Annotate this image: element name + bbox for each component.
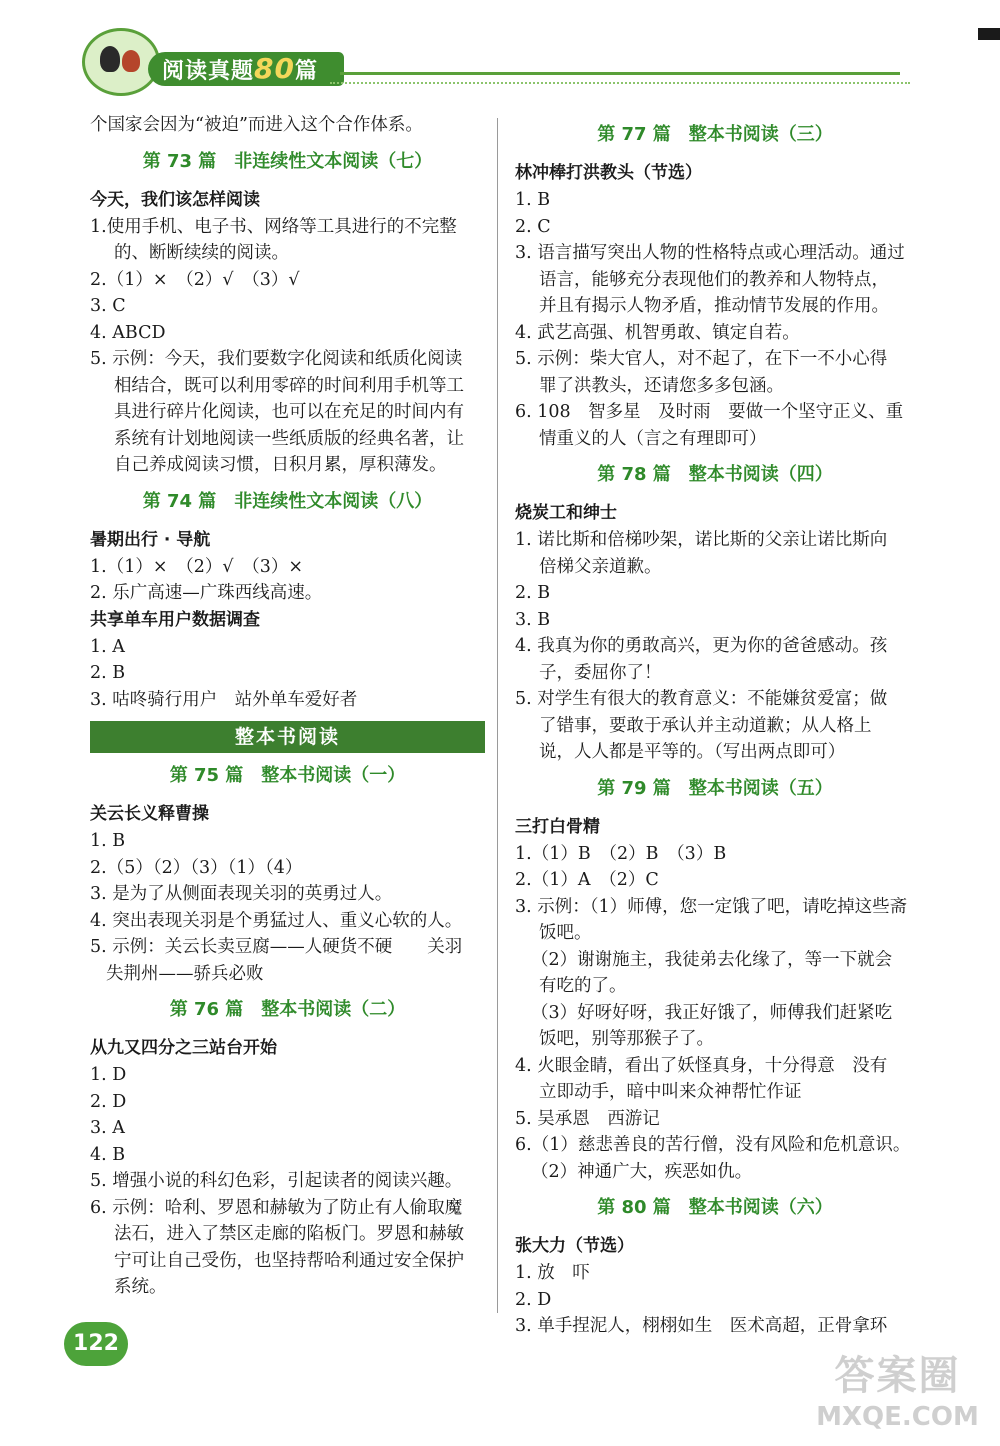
passage-title: 今天，我们该怎样阅读 xyxy=(90,189,260,210)
answer-line: 6.（1）慈悲善良的苦行僧，没有风险和危机意识。 xyxy=(515,1135,911,1155)
answer-line-continued: 饭吧。 xyxy=(539,923,592,943)
answer-line-continued: 子，委屈你了！ xyxy=(539,662,662,683)
answer-line-continued: 宁可让自己受伤，也坚持帮哈利通过安全保护 xyxy=(114,1250,464,1271)
answer-line: 3. 是为了从侧面表现关羽的英勇过人。 xyxy=(90,884,393,904)
answer-line: 2.（1）× （2）√ （3）√ xyxy=(90,269,300,290)
answer-line: 3. 单手捏泥人，栩栩如生 医术高超，正骨拿环 xyxy=(515,1316,888,1336)
answer-line-continued: 立即动手，暗中叫来众神帮忙作证 xyxy=(539,1082,802,1102)
answer-line: 3. 示例：（1）师傅，您一定饿了吧，请吃掉这些斋 xyxy=(515,896,908,917)
answer-line: 4. 武艺高强、机智勇敢、镇定自若。 xyxy=(515,322,800,343)
answer-line: 6. 示例：哈利、罗恩和赫敏为了防止有人偷取魔 xyxy=(90,1197,463,1218)
passage-title: 从九又四分之三站台开始 xyxy=(90,1038,277,1058)
answer-line-continued: 饭吧，别等那猴子了。 xyxy=(539,1029,714,1049)
answer-line-continued: 并且有揭示人物矛盾，推动情节发展的作用。 xyxy=(539,296,889,316)
answer-line: 5. 示例：关云长卖豆腐——人硬货不硬 关羽 xyxy=(90,937,463,957)
answer-line: 2. D xyxy=(90,1091,127,1112)
passage-title: 张大力（节选） xyxy=(515,1236,634,1256)
header-rule xyxy=(340,72,900,75)
answer-line-continued: 罪了洪教头，还请您多多包涵。 xyxy=(539,375,784,396)
answer-line-continued: 具进行碎片化阅读，也可以在充足的时间内有 xyxy=(114,402,464,422)
answer-line-indented: （3）好呀好呀，我正好饿了，师傅我们赶紧吃 xyxy=(531,1002,893,1023)
answer-line-continued: 系统。 xyxy=(114,1277,167,1297)
book-title-banner xyxy=(148,52,344,86)
answer-line-continued: 情重义的人（言之有理即可） xyxy=(539,428,767,449)
answer-line-continued: 的、断断续续的阅读。 xyxy=(114,243,289,263)
section-title: 第 74 篇 非连续性文本阅读（八） xyxy=(142,490,433,512)
answer-line: 2. 乐广高速—广珠西线高速。 xyxy=(90,583,323,603)
answer-line-indented: （2）谢谢施主，我徒弟去化缘了，等一下就会 xyxy=(531,949,893,970)
answer-line: 3. 咕咚骑行用户 站外单车爱好者 xyxy=(90,689,358,710)
answer-line: 1.（1）× （2）√ （3）× xyxy=(90,556,304,577)
boy-figure-icon xyxy=(100,46,120,72)
page-header xyxy=(0,0,1000,100)
section-title: 第 77 篇 整本书阅读（三） xyxy=(597,124,833,145)
section-title: 第 78 篇 整本书阅读（四） xyxy=(597,464,833,485)
answer-line: 1. 放 吓 xyxy=(515,1263,590,1283)
passage-title: 林冲棒打洪教头（节选） xyxy=(515,163,702,183)
answer-line-indented: （2）神通广大，疾恶如仇。 xyxy=(531,1161,753,1182)
answer-line: 2. B xyxy=(90,663,126,683)
answer-line-continued: 说，人人都是平等的。（写出两点即可） xyxy=(539,742,846,762)
answer-line: 5. 吴承恩 西游记 xyxy=(515,1108,660,1129)
answer-line: 1. A xyxy=(90,636,125,657)
answer-line: 1.（1）B （2）B （3）B xyxy=(515,843,727,864)
answer-line: 4. 突出表现关羽是个勇猛过人、重义心软的人。 xyxy=(90,910,463,931)
answer-line-continued: 语言，能够充分表现他们的教养和人物特点， xyxy=(539,269,889,290)
answer-line: 5. 增强小说的科幻色彩，引起读者的阅读兴趣。 xyxy=(90,1171,463,1191)
answer-line: 2.（5）（2）（3）（1）（4） xyxy=(90,857,303,878)
left-column xyxy=(90,112,485,1301)
answer-line: 3. B xyxy=(515,609,551,630)
passage-title: 关云长义释曹操 xyxy=(90,804,209,824)
answer-line: 4. ABCD xyxy=(90,322,166,343)
section-title: 第 80 篇 整本书阅读（六） xyxy=(597,1197,833,1218)
answer-line: 2.（1）A （2）C xyxy=(515,870,659,890)
answer-line: 5. 示例：今天，我们要数字化阅读和纸质化阅读 xyxy=(90,349,463,369)
answer-line: 4. 火眼金睛，看出了妖怪真身，十分得意 没有 xyxy=(515,1055,888,1076)
answer-line: 1. B xyxy=(515,190,551,210)
section-title: 第 79 篇 整本书阅读（五） xyxy=(597,777,833,799)
answer-line: 2. B xyxy=(515,583,551,603)
answer-line: 4. 我真为你的勇敢高兴，更为你的爸爸感动。孩 xyxy=(515,636,888,656)
title-suffix: 篇 xyxy=(294,59,318,84)
answer-line: 5. 示例：柴大官人，对不起了，在下一不小心得 xyxy=(515,349,888,369)
answer-line: 3. 语言描写突出人物的性格特点或心理活动。通过 xyxy=(515,243,905,263)
answer-line: 1. D xyxy=(90,1065,127,1085)
section-title: 第 73 篇 非连续性文本阅读（七） xyxy=(142,150,433,172)
answer-line-continued: 系统有计划地阅读一些纸质版的经典名著，让 xyxy=(114,428,464,449)
answer-line: 1. 诺比斯和倍梯吵架，诺比斯的父亲让诺比斯向 xyxy=(515,530,888,550)
title-number: 80 xyxy=(254,52,295,85)
section-title: 第 76 篇 整本书阅读（二） xyxy=(169,999,406,1020)
passage-title: 暑期出行 · 导航 xyxy=(90,529,211,550)
section-band: 整本书阅读 xyxy=(90,721,485,753)
answer-line-continued: 有吃的了。 xyxy=(539,976,627,996)
corner-tab-mark xyxy=(978,28,1000,40)
page-number: 122 xyxy=(64,1322,128,1366)
answer-line: 1. B xyxy=(90,831,126,851)
watermark-cn: 答案圈 xyxy=(834,1353,961,1399)
answer-line: 4. B xyxy=(90,1144,126,1165)
title-prefix: 阅读真题 xyxy=(162,59,255,84)
answer-line-continued: 法石，进入了禁区走廊的陷板门。罗恩和赫敏 xyxy=(114,1224,464,1244)
answer-line-continued: 了错事，要敢于承认并主动道歉；从人格上 xyxy=(539,715,872,736)
answer-line: 2. C xyxy=(515,216,551,237)
header-dotted-rule xyxy=(330,82,910,84)
answer-line: 2. D xyxy=(515,1289,552,1310)
answer-line: 3. C xyxy=(90,296,126,316)
right-column xyxy=(515,112,915,1340)
answer-line-continued: 相结合，既可以利用零碎的时间利用手机等工 xyxy=(114,375,464,396)
answer-line-indented: 失荆州——骄兵必败 xyxy=(106,963,264,984)
watermark-en: MXQE.COM xyxy=(816,1402,979,1432)
answer-line-continued: 倍梯父亲道歉。 xyxy=(539,556,662,577)
answer-line: 3. A xyxy=(90,1118,125,1138)
answer-line-continued: 自己养成阅读习惯，日积月累，厚积薄发。 xyxy=(114,455,447,475)
answer-line: 个国家会因为“被迫”而进入这个合作体系。 xyxy=(90,115,423,135)
passage-title: 烧炭工和绅士 xyxy=(515,503,617,523)
answer-line: 6. 108 智多星 及时雨 要做一个坚守正义、重 xyxy=(515,402,904,422)
passage-title: 共享单车用户数据调查 xyxy=(90,609,260,630)
answer-line: 1.使用手机、电子书、网络等工具进行的不完整 xyxy=(90,216,457,237)
passage-title: 三打白骨精 xyxy=(515,816,600,837)
watermark xyxy=(800,1352,995,1440)
column-divider xyxy=(497,118,498,1313)
section-title: 第 75 篇 整本书阅读（一） xyxy=(169,765,406,786)
answer-line: 5. 对学生有很大的教育意义：不能嫌贫爱富；做 xyxy=(515,689,888,709)
girl-figure-icon xyxy=(122,50,140,72)
